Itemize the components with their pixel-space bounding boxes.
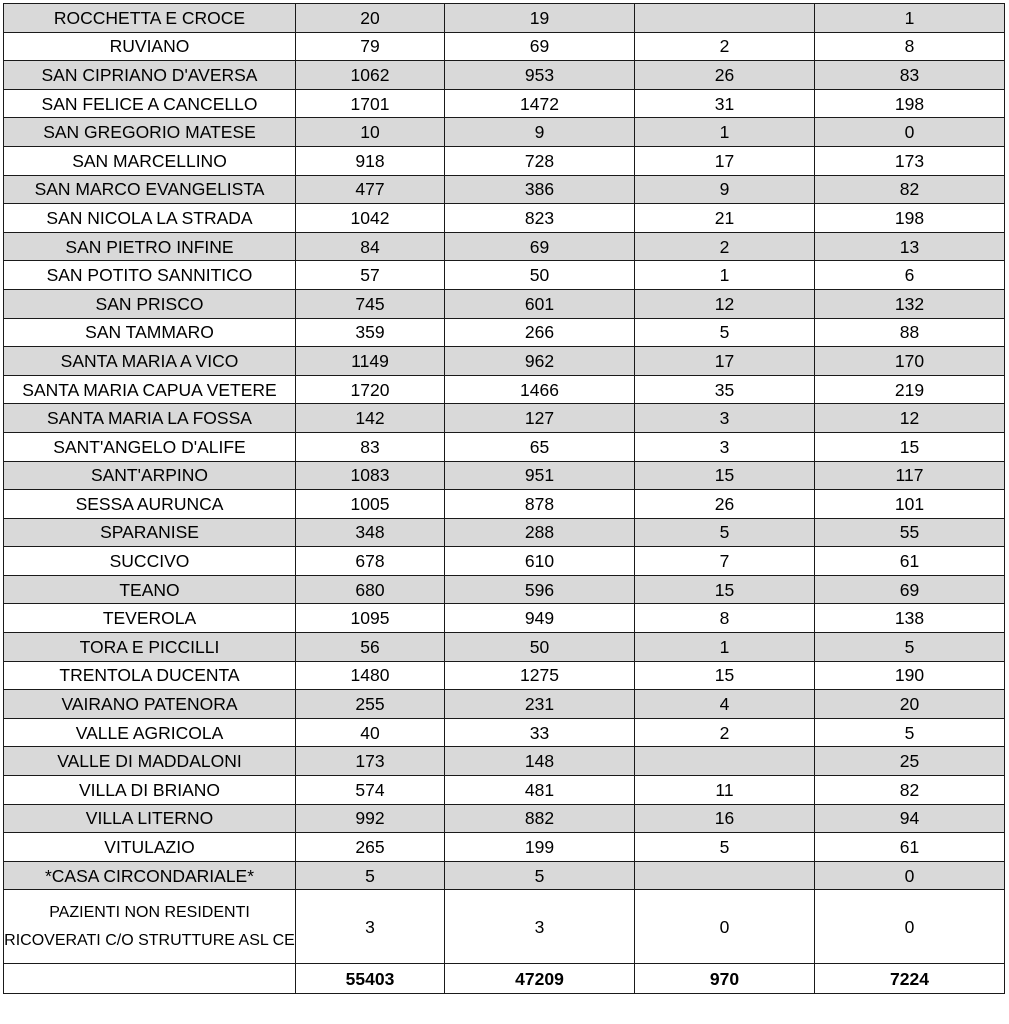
- value-col2-cell: 596: [445, 575, 635, 604]
- value-col3-cell: 15: [635, 661, 815, 690]
- comune-cell: SAN CIPRIANO D'AVERSA: [4, 61, 296, 90]
- value-col4-cell: 101: [815, 490, 1005, 519]
- value-col1-cell: 678: [296, 547, 445, 576]
- table-row: [4, 518, 1005, 547]
- value-col1-cell: 20: [296, 4, 445, 33]
- value-col1-cell: 265: [296, 833, 445, 862]
- table-row: [4, 32, 1005, 61]
- value-col1-cell: 918: [296, 146, 445, 175]
- value-col3-cell: 0: [635, 890, 815, 964]
- comune-cell: ROCCHETTA E CROCE: [4, 4, 296, 33]
- value-col3-cell: 15: [635, 575, 815, 604]
- value-col2-cell: 50: [445, 261, 635, 290]
- table-row: [4, 833, 1005, 862]
- value-col4-cell: 61: [815, 833, 1005, 862]
- value-col4-cell: 25: [815, 747, 1005, 776]
- value-col2-cell: 3: [445, 890, 635, 964]
- comune-cell: *CASA CIRCONDARIALE*: [4, 861, 296, 890]
- table-row: [4, 261, 1005, 290]
- value-col1-cell: 1083: [296, 461, 445, 490]
- value-col3-cell: 26: [635, 61, 815, 90]
- value-col4-cell: 6: [815, 261, 1005, 290]
- comune-cell: VALLE AGRICOLA: [4, 718, 296, 747]
- value-col4-cell: 82: [815, 776, 1005, 805]
- value-col3-cell: 17: [635, 347, 815, 376]
- table-row: [4, 890, 1005, 964]
- value-col2-cell: 878: [445, 490, 635, 519]
- value-col2-cell: 882: [445, 804, 635, 833]
- comune-cell: TEANO: [4, 575, 296, 604]
- value-col2-cell: 962: [445, 347, 635, 376]
- value-col4-cell: 69: [815, 575, 1005, 604]
- comune-cell: SAN NICOLA LA STRADA: [4, 204, 296, 233]
- comune-cell: SAN TAMMARO: [4, 318, 296, 347]
- value-col1-cell: 1149: [296, 347, 445, 376]
- table-row: [4, 633, 1005, 662]
- value-col4-cell: 5: [815, 718, 1005, 747]
- value-col4-cell: 190: [815, 661, 1005, 690]
- value-col3-cell: 7: [635, 547, 815, 576]
- value-col4-cell: 82: [815, 175, 1005, 204]
- value-col1-cell: 3: [296, 890, 445, 964]
- value-col4-cell: 15: [815, 432, 1005, 461]
- value-col2-cell: 728: [445, 146, 635, 175]
- comune-cell: SAN MARCO EVANGELISTA: [4, 175, 296, 204]
- value-col1-cell: 79: [296, 32, 445, 61]
- value-col4-cell: 88: [815, 318, 1005, 347]
- value-col4-cell: 170: [815, 347, 1005, 376]
- value-col3-cell: 4: [635, 690, 815, 719]
- value-col3-cell: 26: [635, 490, 815, 519]
- comune-cell: SAN GREGORIO MATESE: [4, 118, 296, 147]
- value-col4-cell: 0: [815, 118, 1005, 147]
- data-table: [3, 3, 1005, 994]
- value-col1-cell: 1095: [296, 604, 445, 633]
- value-col3-cell: 31: [635, 89, 815, 118]
- value-col1-cell: 1062: [296, 61, 445, 90]
- table-row: [4, 804, 1005, 833]
- totals-label-cell: [4, 964, 296, 994]
- table-row: [4, 4, 1005, 33]
- table-row: [4, 718, 1005, 747]
- value-col1-cell: 1005: [296, 490, 445, 519]
- value-col2-cell: 33: [445, 718, 635, 747]
- totals-row: [4, 964, 1005, 994]
- table-row: [4, 318, 1005, 347]
- value-col4-cell: 0: [815, 890, 1005, 964]
- comune-cell: SANTA MARIA LA FOSSA: [4, 404, 296, 433]
- value-col3-cell: 21: [635, 204, 815, 233]
- value-col3-cell: 2: [635, 32, 815, 61]
- value-col4-cell: 138: [815, 604, 1005, 633]
- total-value-col1-cell: 55403: [296, 964, 445, 994]
- comune-cell: RUVIANO: [4, 32, 296, 61]
- value-col1-cell: 40: [296, 718, 445, 747]
- value-col1-cell: 745: [296, 289, 445, 318]
- comune-cell: VITULAZIO: [4, 833, 296, 862]
- table-row: [4, 118, 1005, 147]
- value-col4-cell: 173: [815, 146, 1005, 175]
- value-col1-cell: 348: [296, 518, 445, 547]
- value-col2-cell: 69: [445, 32, 635, 61]
- value-col1-cell: 1042: [296, 204, 445, 233]
- comune-cell: VILLA DI BRIANO: [4, 776, 296, 805]
- value-col2-cell: 1472: [445, 89, 635, 118]
- value-col3-cell: 1: [635, 118, 815, 147]
- comune-cell: VALLE DI MADDALONI: [4, 747, 296, 776]
- table-row: [4, 575, 1005, 604]
- table-row: [4, 347, 1005, 376]
- value-col3-cell: 15: [635, 461, 815, 490]
- table-row: [4, 232, 1005, 261]
- value-col1-cell: 992: [296, 804, 445, 833]
- value-col3-cell: 8: [635, 604, 815, 633]
- table-row: [4, 432, 1005, 461]
- comune-cell: SAN FELICE A CANCELLO: [4, 89, 296, 118]
- comune-cell: SAN PIETRO INFINE: [4, 232, 296, 261]
- value-col3-cell: 1: [635, 633, 815, 662]
- value-col1-cell: 680: [296, 575, 445, 604]
- table-row: [4, 375, 1005, 404]
- value-col2-cell: 266: [445, 318, 635, 347]
- value-col2-cell: 69: [445, 232, 635, 261]
- table-row: [4, 89, 1005, 118]
- value-col3-cell: 12: [635, 289, 815, 318]
- value-col1-cell: 142: [296, 404, 445, 433]
- value-col2-cell: 601: [445, 289, 635, 318]
- table-row: [4, 61, 1005, 90]
- value-col1-cell: 1701: [296, 89, 445, 118]
- value-col4-cell: 55: [815, 518, 1005, 547]
- comune-cell: SAN PRISCO: [4, 289, 296, 318]
- value-col3-cell: [635, 861, 815, 890]
- value-col1-cell: 10: [296, 118, 445, 147]
- total-value-col4-cell: 7224: [815, 964, 1005, 994]
- value-col2-cell: 951: [445, 461, 635, 490]
- value-col2-cell: 148: [445, 747, 635, 776]
- table-row: [4, 404, 1005, 433]
- value-col1-cell: 1720: [296, 375, 445, 404]
- value-col2-cell: 953: [445, 61, 635, 90]
- value-col2-cell: 5: [445, 861, 635, 890]
- value-col2-cell: 288: [445, 518, 635, 547]
- value-col4-cell: 61: [815, 547, 1005, 576]
- comune-cell: SAN MARCELLINO: [4, 146, 296, 175]
- value-col2-cell: 127: [445, 404, 635, 433]
- value-col1-cell: 5: [296, 861, 445, 890]
- table-row: [4, 547, 1005, 576]
- table-row: [4, 204, 1005, 233]
- value-col4-cell: 13: [815, 232, 1005, 261]
- table-row: [4, 289, 1005, 318]
- table-row: [4, 690, 1005, 719]
- value-col2-cell: 199: [445, 833, 635, 862]
- value-col4-cell: 8: [815, 32, 1005, 61]
- value-col1-cell: 359: [296, 318, 445, 347]
- table-row: [4, 861, 1005, 890]
- comune-cell: SPARANISE: [4, 518, 296, 547]
- value-col4-cell: 219: [815, 375, 1005, 404]
- value-col4-cell: 12: [815, 404, 1005, 433]
- table-row: [4, 146, 1005, 175]
- value-col2-cell: 1466: [445, 375, 635, 404]
- total-value-col3-cell: 970: [635, 964, 815, 994]
- value-col3-cell: 3: [635, 404, 815, 433]
- value-col1-cell: 173: [296, 747, 445, 776]
- value-col3-cell: 2: [635, 718, 815, 747]
- table-row: [4, 776, 1005, 805]
- table-row: [4, 747, 1005, 776]
- value-col2-cell: 231: [445, 690, 635, 719]
- table-row: [4, 661, 1005, 690]
- value-col3-cell: 17: [635, 146, 815, 175]
- comune-cell: VILLA LITERNO: [4, 804, 296, 833]
- table-row: [4, 490, 1005, 519]
- value-col1-cell: 83: [296, 432, 445, 461]
- value-col4-cell: 83: [815, 61, 1005, 90]
- comune-cell: TRENTOLA DUCENTA: [4, 661, 296, 690]
- value-col3-cell: 16: [635, 804, 815, 833]
- value-col1-cell: 57: [296, 261, 445, 290]
- value-col1-cell: 84: [296, 232, 445, 261]
- value-col4-cell: 198: [815, 89, 1005, 118]
- value-col1-cell: 477: [296, 175, 445, 204]
- comune-cell: TEVEROLA: [4, 604, 296, 633]
- value-col4-cell: 198: [815, 204, 1005, 233]
- value-col4-cell: 0: [815, 861, 1005, 890]
- comune-cell: PAZIENTI NON RESIDENTI RICOVERATI C/O STRUTTURE ASL CE: [4, 890, 296, 964]
- value-col4-cell: 94: [815, 804, 1005, 833]
- value-col3-cell: 5: [635, 833, 815, 862]
- value-col1-cell: 574: [296, 776, 445, 805]
- value-col3-cell: 35: [635, 375, 815, 404]
- value-col2-cell: 1275: [445, 661, 635, 690]
- value-col2-cell: 19: [445, 4, 635, 33]
- value-col2-cell: 481: [445, 776, 635, 805]
- value-col4-cell: 117: [815, 461, 1005, 490]
- value-col3-cell: 2: [635, 232, 815, 261]
- table-body: [4, 4, 1005, 994]
- comune-cell: SAN POTITO SANNITICO: [4, 261, 296, 290]
- value-col4-cell: 132: [815, 289, 1005, 318]
- value-col2-cell: 9: [445, 118, 635, 147]
- comune-cell: SUCCIVO: [4, 547, 296, 576]
- value-col2-cell: 386: [445, 175, 635, 204]
- value-col3-cell: 9: [635, 175, 815, 204]
- comune-cell: SANT'ARPINO: [4, 461, 296, 490]
- comune-cell: TORA E PICCILLI: [4, 633, 296, 662]
- value-col3-cell: [635, 4, 815, 33]
- value-col1-cell: 255: [296, 690, 445, 719]
- comune-cell: SANT'ANGELO D'ALIFE: [4, 432, 296, 461]
- comune-cell: SANTA MARIA A VICO: [4, 347, 296, 376]
- value-col2-cell: 65: [445, 432, 635, 461]
- value-col3-cell: 11: [635, 776, 815, 805]
- table-row: [4, 461, 1005, 490]
- comune-cell: SANTA MARIA CAPUA VETERE: [4, 375, 296, 404]
- value-col4-cell: 20: [815, 690, 1005, 719]
- total-value-col2-cell: 47209: [445, 964, 635, 994]
- value-col1-cell: 1480: [296, 661, 445, 690]
- value-col1-cell: 56: [296, 633, 445, 662]
- value-col4-cell: 1: [815, 4, 1005, 33]
- value-col3-cell: 5: [635, 518, 815, 547]
- value-col2-cell: 50: [445, 633, 635, 662]
- comune-cell: VAIRANO PATENORA: [4, 690, 296, 719]
- table-row: [4, 175, 1005, 204]
- value-col3-cell: 3: [635, 432, 815, 461]
- value-col2-cell: 610: [445, 547, 635, 576]
- comune-cell: SESSA AURUNCA: [4, 490, 296, 519]
- value-col2-cell: 949: [445, 604, 635, 633]
- value-col3-cell: [635, 747, 815, 776]
- value-col3-cell: 1: [635, 261, 815, 290]
- value-col2-cell: 823: [445, 204, 635, 233]
- value-col4-cell: 5: [815, 633, 1005, 662]
- table-row: [4, 604, 1005, 633]
- value-col3-cell: 5: [635, 318, 815, 347]
